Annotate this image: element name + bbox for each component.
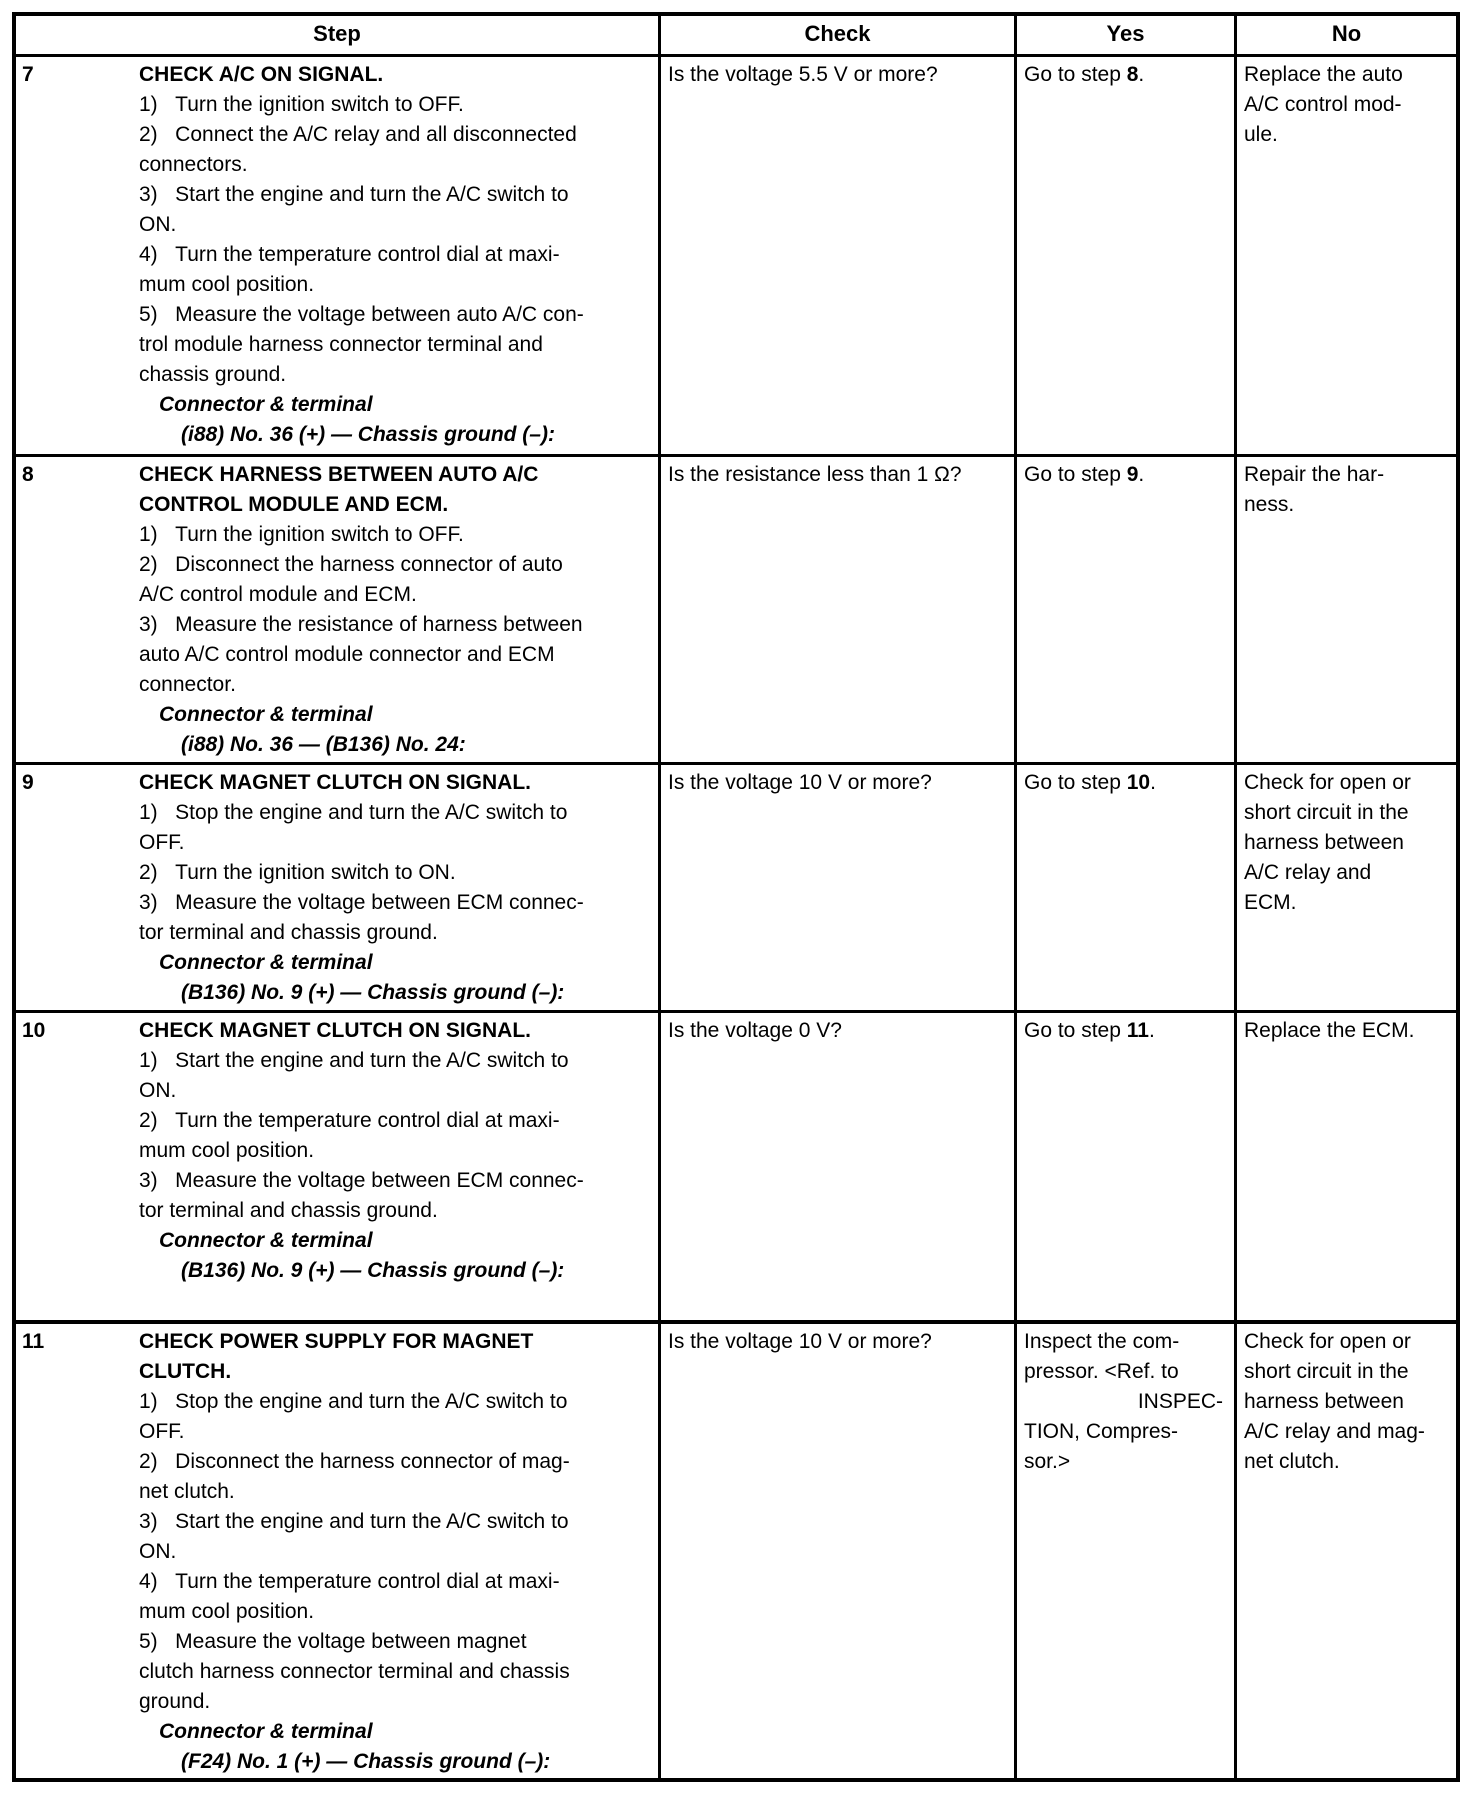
text-line: Is the resistance less than 1 Ω? [668, 463, 962, 486]
step-cell [16, 1324, 661, 1778]
step-instructions [139, 1327, 655, 1778]
column-header-step: Step [16, 16, 661, 54]
no-cell [1237, 1324, 1456, 1778]
text-line: 5) Measure the voltage between magnet [139, 1630, 527, 1653]
text-line: Connector & terminal [159, 703, 373, 726]
text-line: (B136) No. 9 (+) — Chassis ground (–): [181, 1259, 565, 1282]
text-line: tor terminal and chassis ground. [139, 1199, 438, 1222]
text-line: Connector & terminal [159, 1229, 373, 1252]
text-line: (i88) No. 36 (+) — Chassis ground (–): [181, 423, 555, 446]
text-line: harness between [1244, 831, 1404, 854]
check-cell [661, 457, 1017, 762]
diagnostic-table [12, 12, 1460, 1782]
text-line: net clutch. [1244, 1450, 1340, 1473]
step-instructions [139, 60, 655, 454]
text-line: Is the voltage 5.5 V or more? [668, 63, 938, 86]
text-line: pressor. <Ref. to [1024, 1360, 1179, 1383]
check-cell [661, 765, 1017, 1010]
table-row [16, 1320, 1456, 1778]
text-line: mum cool position. [139, 1139, 315, 1162]
text-line: mum cool position. [139, 1600, 315, 1623]
step-number: 11 [22, 1330, 45, 1353]
column-header-check: Check [661, 16, 1017, 54]
text-line: trol module harness connector terminal and [139, 333, 543, 356]
text-line: 3) Measure the voltage between ECM connec- [139, 891, 584, 914]
text-line: 2) Disconnect the harness connector of mag- [139, 1450, 570, 1473]
text-line: chassis ground. [139, 363, 287, 386]
text-line: 5) Measure the voltage between auto A/C con- [139, 303, 584, 326]
text-line: Replace the auto [1244, 63, 1403, 86]
text-line: Go to step 8. [1024, 63, 1145, 86]
text-line: sor.> [1024, 1450, 1071, 1473]
text-line: CHECK POWER SUPPLY FOR MAGNET [139, 1330, 534, 1353]
text-line: Check for open or [1244, 1330, 1411, 1353]
text-line: 1) Turn the ignition switch to OFF. [139, 93, 464, 116]
text-line: mum cool position. [139, 273, 315, 296]
step-instructions [139, 768, 655, 1010]
text-line: connectors. [139, 153, 248, 176]
text-line: OFF. [139, 831, 185, 854]
text-line: Is the voltage 10 V or more? [668, 771, 932, 794]
table-row [16, 454, 1456, 762]
text-line: short circuit in the [1244, 801, 1409, 824]
step-number: 9 [22, 771, 34, 794]
text-line: (B136) No. 9 (+) — Chassis ground (–): [181, 981, 565, 1004]
text-line: CHECK MAGNET CLUTCH ON SIGNAL. [139, 1019, 531, 1042]
column-header-yes: Yes [1017, 16, 1237, 54]
text-line: ule. [1244, 123, 1278, 146]
text-line: 3) Measure the voltage between ECM connec- [139, 1169, 584, 1192]
text-line: tor terminal and chassis ground. [139, 921, 438, 944]
yes-cell [1017, 1013, 1237, 1320]
text-line: CONTROL MODULE AND ECM. [139, 493, 449, 516]
text-line: A/C control module and ECM. [139, 583, 417, 606]
text-line: 3) Start the engine and turn the A/C switch to [139, 1510, 569, 1533]
text-line: Repair the har- [1244, 463, 1385, 486]
step-number: 10 [22, 1019, 46, 1042]
text-line: 2) Turn the temperature control dial at maxi- [139, 1109, 560, 1132]
check-cell [661, 57, 1017, 454]
text-line: CHECK HARNESS BETWEEN AUTO A/C [139, 463, 539, 486]
table-body [16, 54, 1456, 1778]
yes-cell [1017, 457, 1237, 762]
text-line: ness. [1244, 493, 1295, 516]
text-line: A/C relay and [1244, 861, 1372, 884]
text-line: ON. [139, 1540, 177, 1563]
text-line: short circuit in the [1244, 1360, 1409, 1383]
text-line: 2) Turn the ignition switch to ON. [139, 861, 456, 884]
step-cell [16, 457, 661, 762]
text-line: 1) Start the engine and turn the A/C switch to [139, 1049, 569, 1072]
text-line: CHECK A/C ON SIGNAL. [139, 63, 384, 86]
step-cell [16, 1013, 661, 1320]
text-line: 2) Connect the A/C relay and all disconnected [139, 123, 577, 146]
text-line: Inspect the com- [1024, 1330, 1180, 1353]
step-number: 8 [22, 463, 34, 486]
step-instructions [139, 1016, 655, 1320]
text-line: TION, Compres- [1024, 1420, 1179, 1443]
table-row [16, 1010, 1456, 1320]
table-header-row [16, 16, 1456, 54]
text-line: ground. [139, 1690, 211, 1713]
step-instructions [139, 460, 655, 762]
text-line: harness between [1244, 1390, 1404, 1413]
yes-cell [1017, 765, 1237, 1010]
text-line: ON. [139, 213, 177, 236]
no-cell [1237, 1013, 1456, 1320]
text-line: A/C control mod- [1244, 93, 1402, 116]
text-line: 3) Measure the resistance of harness between [139, 613, 583, 636]
text-line: Is the voltage 0 V? [668, 1019, 842, 1042]
text-line: 3) Start the engine and turn the A/C switch to [139, 183, 569, 206]
table-row [16, 54, 1456, 454]
text-line: ON. [139, 1079, 177, 1102]
text-line: CLUTCH. [139, 1360, 232, 1383]
text-line: Connector & terminal [159, 1720, 373, 1743]
text-line: 4) Turn the temperature control dial at maxi- [139, 243, 560, 266]
text-line: 1) Stop the engine and turn the A/C switch to [139, 801, 568, 824]
text-line: ECM. [1244, 891, 1297, 914]
yes-cell [1017, 1324, 1237, 1778]
text-line: Go to step 9. [1024, 463, 1145, 486]
text-line: Replace the ECM. [1244, 1019, 1415, 1042]
text-line: Is the voltage 10 V or more? [668, 1330, 932, 1353]
text-line: Go to step 10. [1024, 771, 1156, 794]
no-cell [1237, 765, 1456, 1010]
text-line: CHECK MAGNET CLUTCH ON SIGNAL. [139, 771, 531, 794]
text-line: A/C relay and mag- [1244, 1420, 1425, 1443]
check-cell [661, 1013, 1017, 1320]
no-cell [1237, 57, 1456, 454]
text-line: connector. [139, 673, 236, 696]
text-line: INSPEC- [1137, 1390, 1223, 1413]
text-line: Go to step 11. [1024, 1019, 1155, 1042]
text-line: Connector & terminal [159, 951, 373, 974]
text-line: 2) Disconnect the harness connector of auto [139, 553, 563, 576]
text-line: (F24) No. 1 (+) — Chassis ground (–): [181, 1750, 551, 1773]
step-number: 7 [22, 63, 34, 86]
text-line: 4) Turn the temperature control dial at maxi- [139, 1570, 560, 1593]
yes-cell [1017, 57, 1237, 454]
step-cell [16, 57, 661, 454]
text-line: Connector & terminal [159, 393, 373, 416]
no-cell [1237, 457, 1456, 762]
text-line: clutch harness connector terminal and chassis [139, 1660, 570, 1683]
text-line: auto A/C control module connector and ECM [139, 643, 555, 666]
text-line: OFF. [139, 1420, 185, 1443]
check-cell [661, 1324, 1017, 1778]
step-cell [16, 765, 661, 1010]
text-line: (i88) No. 36 — (B136) No. 24: [181, 733, 466, 756]
text-line: 1) Stop the engine and turn the A/C switch to [139, 1390, 568, 1413]
text-line: Check for open or [1244, 771, 1411, 794]
text-line: net clutch. [139, 1480, 235, 1503]
text-line: 1) Turn the ignition switch to OFF. [139, 523, 464, 546]
table-row [16, 762, 1456, 1010]
column-header-no: No [1331, 21, 1362, 46]
